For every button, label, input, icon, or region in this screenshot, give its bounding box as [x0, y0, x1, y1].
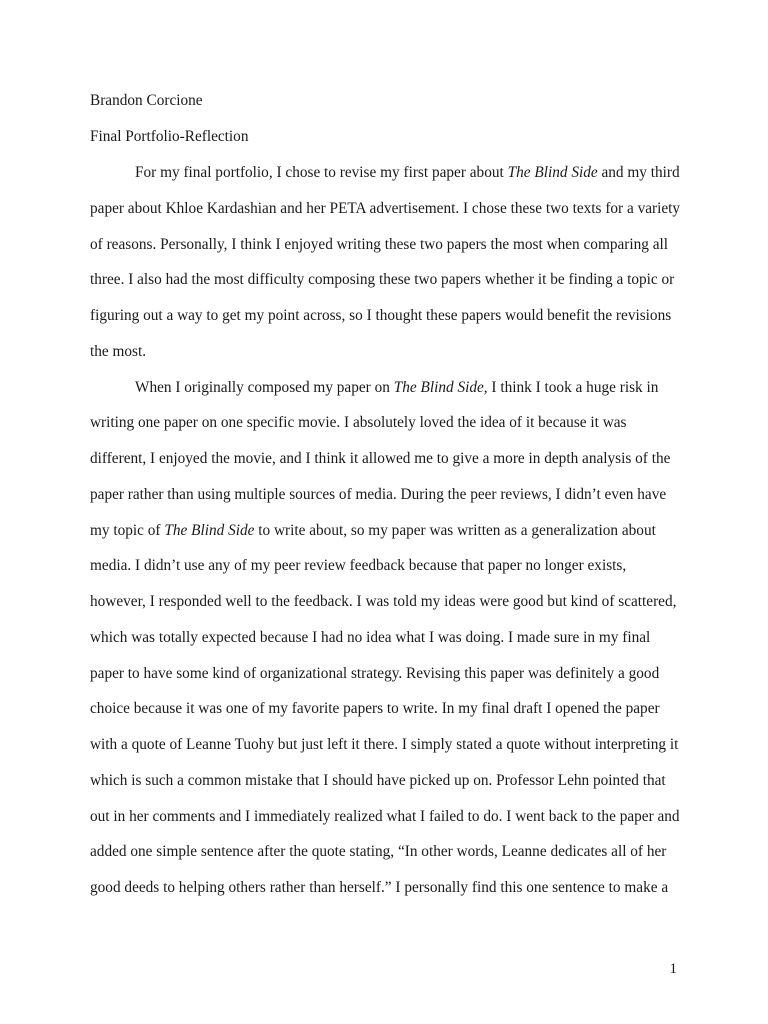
text-run: my topic of — [90, 521, 165, 539]
body-line — [90, 665, 659, 683]
body-line — [90, 808, 680, 826]
document-title: Final Portfolio-Reflection — [90, 128, 249, 145]
text-run: with a quote of Leanne Tuohy but just left it there. I simply stated a quote without interpreting it — [90, 736, 679, 753]
body-line — [90, 522, 656, 540]
text-run: three. I also had the most difficulty composing these two papers whether it be finding a topic or — [90, 271, 675, 289]
italic-title: The Blind Side — [393, 378, 484, 396]
text-run: however, I responded well to the feedback. I was told my ideas were good but kind of scattered, — [90, 593, 677, 610]
text-run: added one simple sentence after the quote stating, “In other words, Leanne dedicates all of her — [90, 843, 667, 861]
text-run: paper about Khloe Kardashian and her PETA advertisement. I chose these two texts for a variety — [90, 199, 681, 217]
italic-title: The Blind Side — [164, 521, 255, 539]
text-run: to write about, so my paper was written as a generalization about — [254, 521, 656, 539]
text-run: good deeds to helping others rather than herself.” I personally find this one sentence to make a — [90, 879, 669, 896]
body-line — [90, 593, 676, 611]
body-line — [90, 629, 650, 647]
text-run: paper rather than using multiple sources of media. During the peer reviews, I didn’t even have — [90, 485, 667, 503]
italic-title: The Blind Side — [507, 164, 598, 181]
body-line — [90, 736, 678, 754]
body-line — [90, 414, 627, 432]
text-run: For my final portfolio, I chose to revise my first paper about — [135, 164, 508, 181]
body-line — [90, 486, 666, 504]
text-run: out in her comments and I immediately realized what I failed to do. I went back to the paper and — [90, 807, 680, 825]
body-line — [135, 379, 658, 397]
text-run: of reasons. Personally, I think I enjoyed writing these two papers the most when comparing all — [90, 235, 669, 253]
text-run: which is such a common mistake that I should have picked up on. Professor Lehn pointed that — [90, 771, 666, 789]
body-line — [90, 271, 674, 289]
text-run: figuring out a way to get my point across, so I thought these papers would benefit the revisions — [90, 307, 672, 324]
body-line — [90, 879, 668, 897]
body-line — [90, 343, 146, 361]
body-line — [90, 843, 666, 861]
text-run: writing one paper on one specific movie. I absolutely loved the idea of it because it was — [90, 414, 627, 432]
body-line — [90, 307, 671, 325]
page-number: 1 — [669, 961, 677, 977]
text-run: paper to have some kind of organizational strategy. Revising this paper was definitely a good — [90, 664, 660, 682]
body-line — [90, 557, 626, 575]
text-run: , I think I took a huge risk in — [483, 378, 659, 396]
body-line — [135, 164, 680, 182]
text-run: which was totally expected because I had no idea what I was doing. I made sure in my final — [90, 628, 651, 646]
body-line — [90, 200, 680, 218]
body-line — [90, 236, 668, 254]
author-name: Brandon Corcione — [90, 92, 203, 109]
body-line — [90, 450, 670, 468]
text-run: the most. — [90, 342, 147, 360]
text-run: different, I enjoyed the movie, and I think it allowed me to give a more in depth analysis of the — [90, 450, 671, 467]
body-line — [90, 772, 666, 790]
body-line — [90, 700, 660, 718]
text-run: and my third — [597, 164, 680, 181]
text-run: When I originally composed my paper on — [135, 378, 394, 396]
text-run: choice because it was one of my favorite papers to write. In my final draft I opened the paper — [90, 700, 660, 718]
text-run: media. I didn’t use any of my peer review feedback because that paper no longer exists, — [90, 557, 627, 575]
